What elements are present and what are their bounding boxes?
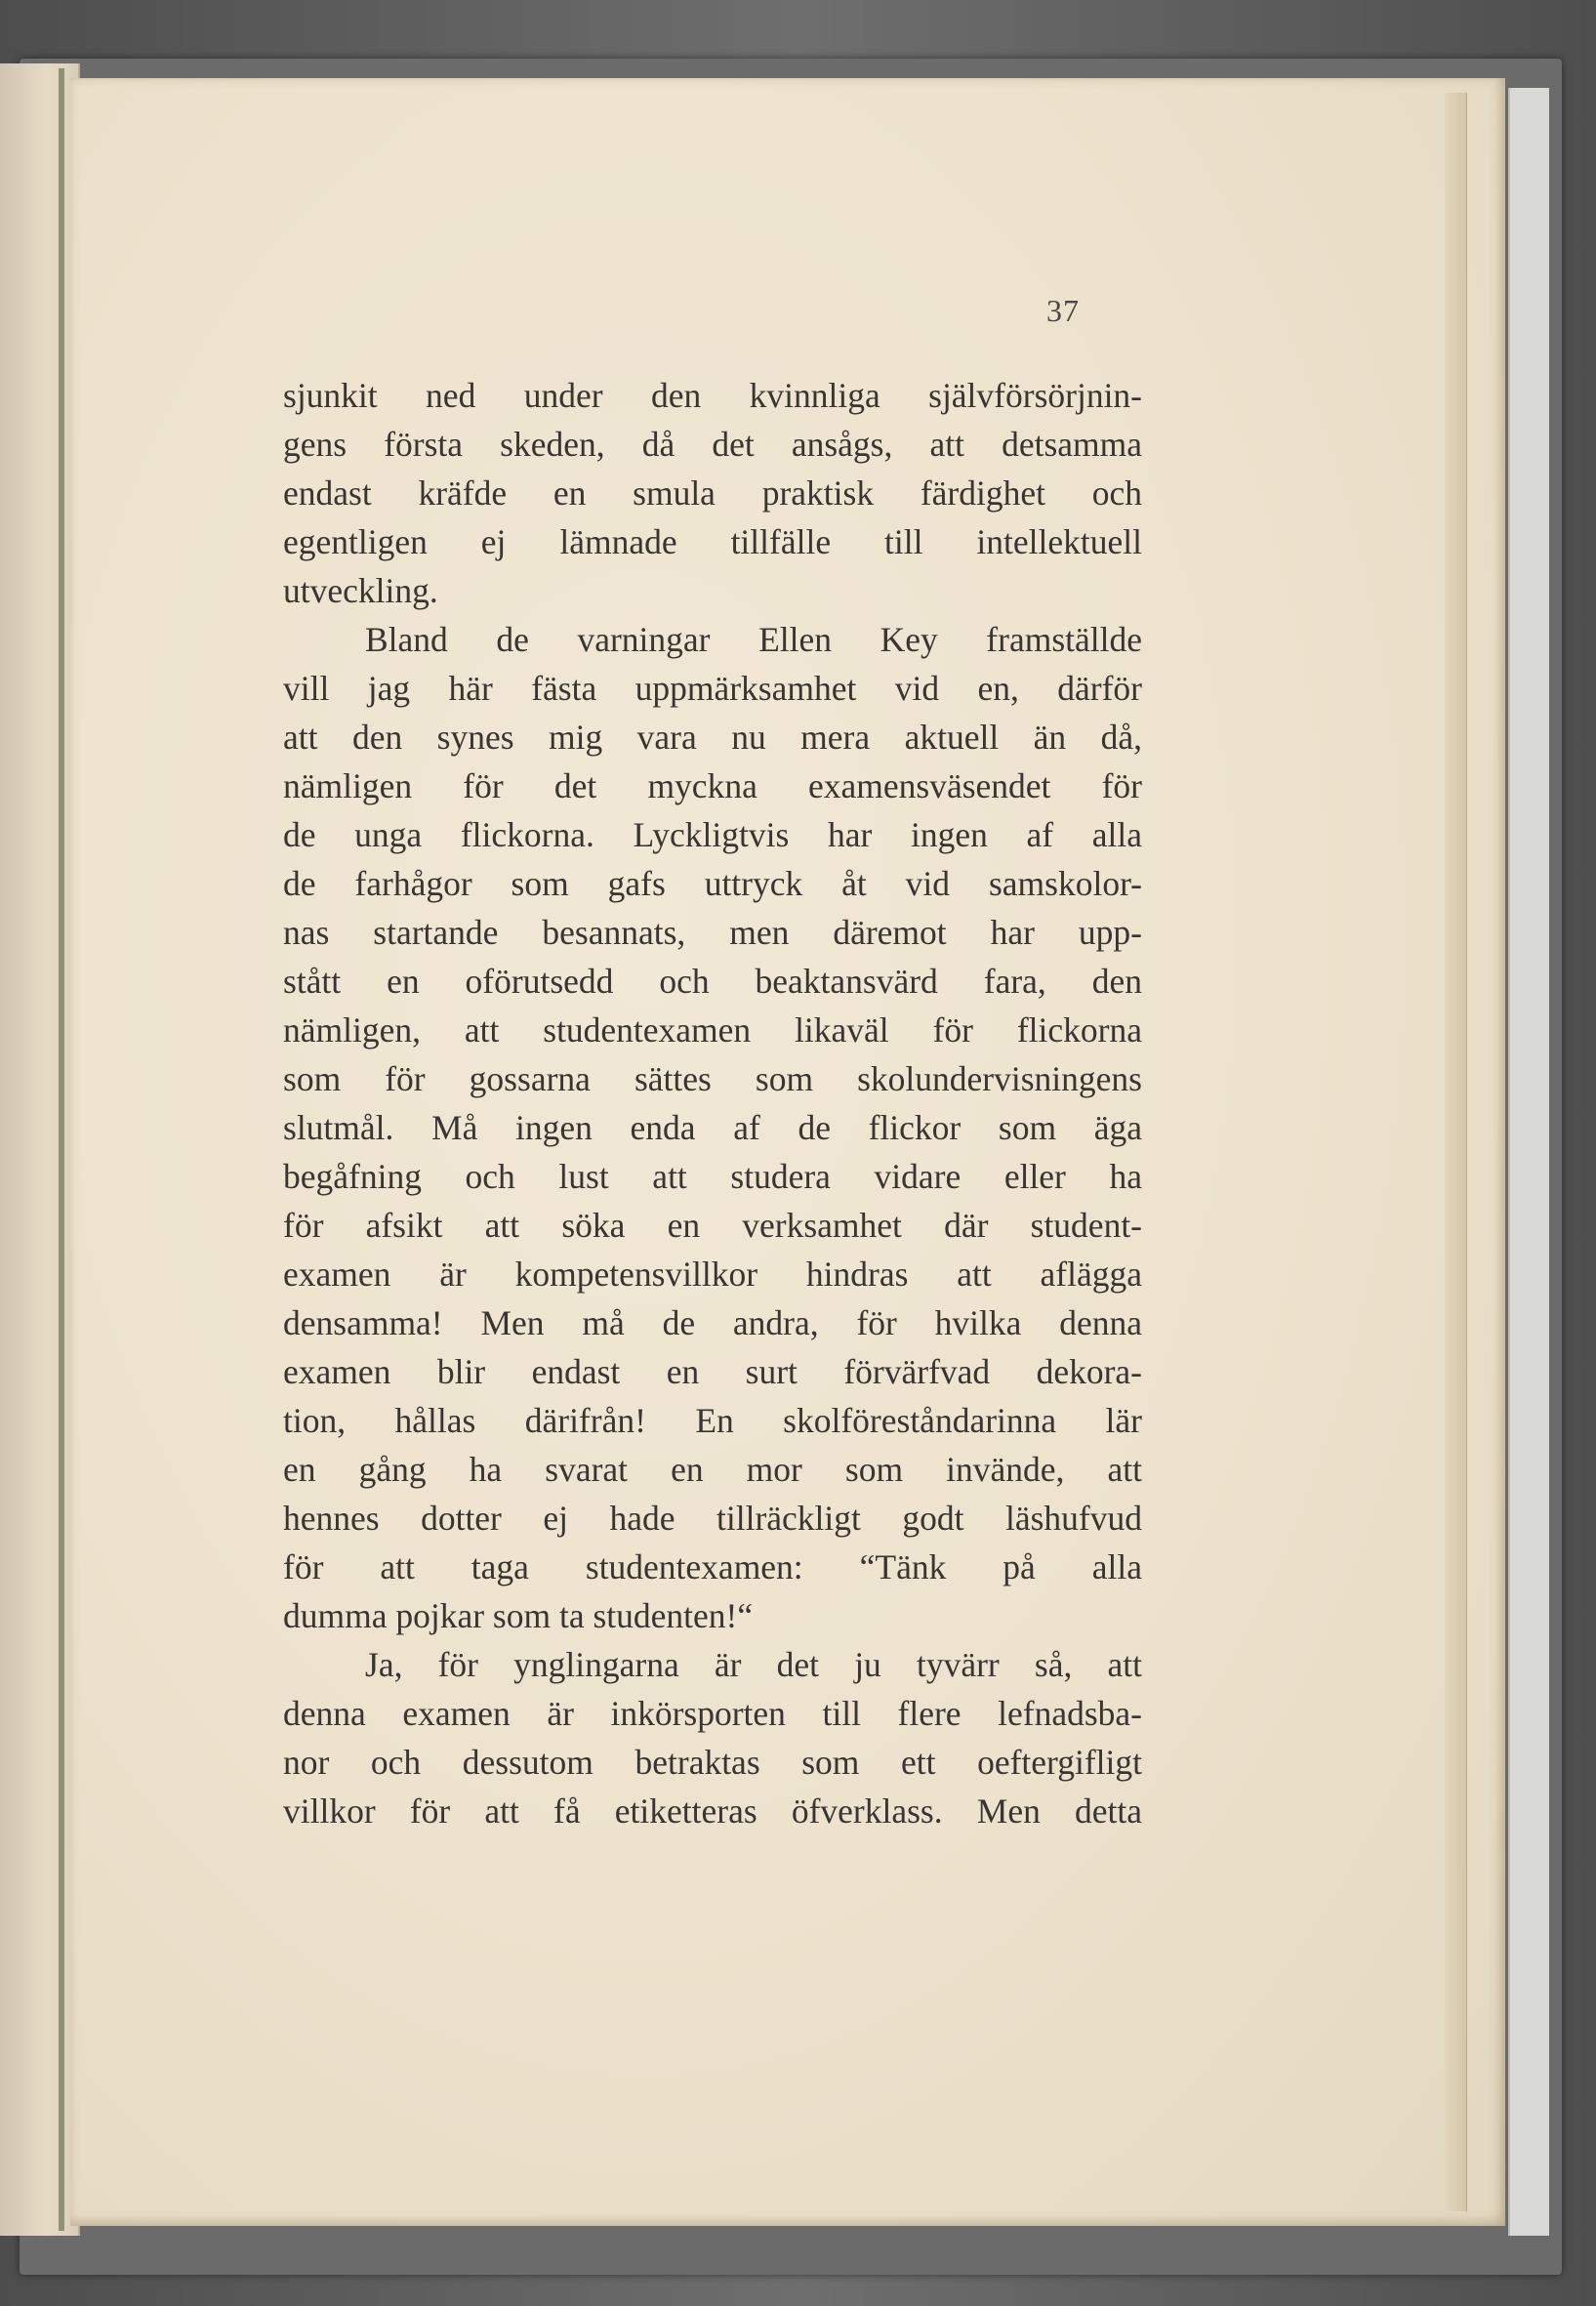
facing-page-edge <box>0 63 80 2236</box>
cover-edge <box>1508 88 1549 2236</box>
text-line: examen blir endast en surt förvärfvad dekora- <box>283 1352 1142 1391</box>
text-line: hennes dotter ej hade tillräckligt godt läshufvud <box>283 1499 1142 1538</box>
text-line: att den synes mig vara nu mera aktuell än då, <box>283 718 1142 757</box>
text-line: slutmål. Må ingen enda af de flickor som äga <box>283 1108 1142 1147</box>
text-line: endast kräfde en smula praktisk färdighet och <box>283 474 1142 513</box>
text-line: tion, hållas därifrån! En skolföreståndarinna lär <box>283 1401 1142 1440</box>
page-number: 37 <box>1046 293 1080 328</box>
text-line: villkor för att få etiketteras öfverklass. Men detta <box>283 1791 1142 1831</box>
text-line: de unga flickorna. Lyckligtvis har ingen af alla <box>283 815 1142 854</box>
text-line: denna examen är inkörsporten till flere lefnadsba- <box>283 1694 1142 1733</box>
text-line: vill jag här fästa uppmärksamhet vid en, därför <box>283 669 1142 708</box>
text-line: för afsikt att söka en verksamhet där student- <box>283 1206 1142 1245</box>
text-line: nas startande besannats, men däremot har upp- <box>283 913 1142 952</box>
text-line: sjunkit ned under den kvinnliga självförsörjnin- <box>283 376 1142 415</box>
body-text <box>283 371 1142 1835</box>
text-line: nämligen för det myckna examensväsendet för <box>283 766 1142 805</box>
text-line: begåfning och lust att studera vidare eller ha <box>283 1157 1142 1196</box>
text-line: gens första skeden, då det ansågs, att detsamma <box>283 425 1142 464</box>
text-line: som för gossarna sättes som skolundervisningens <box>283 1059 1142 1098</box>
text-line: examen är kompetensvillkor hindras att aflägga <box>283 1255 1142 1294</box>
text-line: för att taga studentexamen: “Tänk på alla <box>283 1547 1142 1586</box>
text-line: Ja, för ynglingarna är det ju tyvärr så, att <box>365 1645 1142 1684</box>
text-line: densamma! Men må de andra, för hvilka denna <box>283 1303 1142 1342</box>
text-line: egentligen ej lämnade tillfälle till intellektuell <box>283 522 1142 561</box>
book-spine <box>59 68 64 2231</box>
text-line: dumma pojkar som ta studenten!“ <box>283 1596 754 1635</box>
text-line: stått en oförutsedd och beaktansvärd fara, den <box>283 962 1142 1001</box>
page-stack-edge <box>1445 93 1467 2211</box>
text-line: utveckling. <box>283 571 438 610</box>
text-line: Bland de varningar Ellen Key framställde <box>365 620 1142 659</box>
text-line: nämligen, att studentexamen likaväl för flickorna <box>283 1010 1142 1050</box>
text-line: de farhågor som gafs uttryck åt vid samskolor- <box>283 864 1142 903</box>
text-line: nor och dessutom betraktas som ett oeftergifligt <box>283 1743 1142 1782</box>
text-line: en gång ha svarat en mor som invände, att <box>283 1450 1142 1489</box>
